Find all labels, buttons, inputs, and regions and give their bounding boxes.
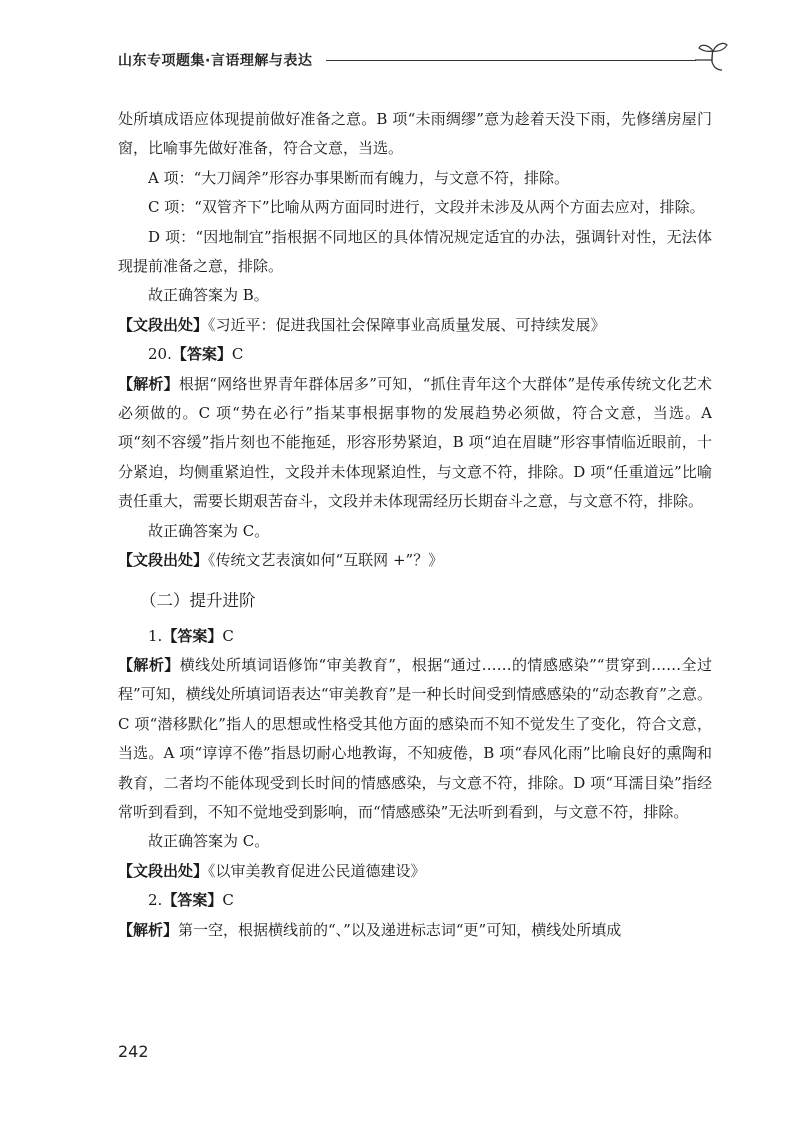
source-line <box>118 311 712 340</box>
question-number: 2. <box>148 891 163 910</box>
analysis-paragraph <box>118 651 712 827</box>
analysis-label: 【解析】 <box>118 655 180 674</box>
source-text: 《以审美教育促进公民道德建设》 <box>208 861 426 880</box>
answer-value: C <box>222 626 234 645</box>
answer-line <box>118 340 712 369</box>
answer-label: 【答案】 <box>171 345 232 364</box>
answer-line <box>118 622 712 651</box>
question-number: 20. <box>148 345 172 364</box>
sprout-icon <box>692 40 732 74</box>
paragraph: C 项：“双管齐下”比喻从两方面同时进行，文段并未涉及从两个方面去应对，排除。 <box>148 198 705 217</box>
paragraph: 处所填成语应体现提前做好准备之意。B 项“未雨绸缪”意为趁着天没下雨，先修缮房屋门窗，比喻事先做好准备，符合文意，当选。 <box>118 110 712 158</box>
source-label: 【文段出处】 <box>118 861 209 880</box>
source-label: 【文段出处】 <box>118 551 209 570</box>
conclusion: 故正确答案为 C。 <box>148 832 270 851</box>
analysis-text: 根据“网络世界青年群体居多”可知，“抓住青年这个大群体”是传承传统文化艺术必须做的。C 项“势在必行”指某事根据事物的发展趋势必须做，符合文意，当选。A 项“刻不容缓”指片刻也不能拖延，形容形势紧迫，B 项“迫在眉睫”形容事情临近眼前，十分紧迫，均侧重紧迫性，文段并未体现紧迫性，与文意不符，排除。D 项“任重道远”比喻责任重大，需要长期艰苦奋斗，文段并未体现需经历长期奋斗之意，与文意不符，排除。 <box>118 374 712 511</box>
paragraph: A 项：“大刀阔斧”形容办事果断而有魄力，与文意不符，排除。 <box>148 168 569 187</box>
answer-label: 【答案】 <box>162 626 223 645</box>
header-title: 山东专项题集·言语理解与表达 <box>118 53 313 69</box>
analysis-paragraph <box>118 916 712 945</box>
question-number: 1. <box>148 626 163 645</box>
source-line <box>118 857 712 886</box>
source-line <box>118 546 712 575</box>
answer-value: C <box>222 891 234 910</box>
analysis-paragraph <box>118 370 712 517</box>
source-label: 【文段出处】 <box>118 315 209 334</box>
analysis-label: 【解析】 <box>118 920 179 939</box>
section-title: （二）提升进阶 <box>140 590 256 610</box>
header-rule <box>326 60 696 61</box>
page-content <box>118 105 712 945</box>
answer-label: 【答案】 <box>162 891 223 910</box>
running-header <box>118 40 728 80</box>
page-number: 242 <box>118 1042 149 1061</box>
source-text: 《习近平：促进我国社会保障事业高质量发展、可持续发展》 <box>208 315 606 334</box>
answer-value: C <box>231 345 244 364</box>
paragraph: D 项：“因地制宜”指根据不同地区的具体情况规定适宜的办法，强调针对性，无法体现提前准备之意，排除。 <box>118 227 712 276</box>
source-text: 《传统文艺表演如何“互联网 +”？》 <box>208 551 444 570</box>
analysis-label: 【解析】 <box>118 374 179 393</box>
conclusion: 故正确答案为 C。 <box>148 521 270 540</box>
analysis-text: 横线处所填词语修饰“审美教育”，根据“通过……的情感感染”“贯穿到……全过程”可知，横线处所填词语表达“审美教育”是一种长时间受到情感感染的“动态教育”之意。C 项“潜移默化”指人的思想或性格受其他方面的感染而不知不觉发生了变化，符合文意，当选。A 项“谆谆不倦”指恳切耐心地教诲，不知疲倦，B 项“春风化雨”比喻良好的熏陶和教育，二者均不能体现受到长时间的情感感染，与文意不符，排除。D 项“耳濡目染”指经常听到看到，不知不觉地受到影响，而“情感感染”无法听到看到，与文意不符，排除。 <box>118 655 712 821</box>
conclusion: 故正确答案为 B。 <box>148 286 269 305</box>
answer-line <box>118 886 712 915</box>
analysis-text: 第一空，根据横线前的“、”以及递进标志词“更”可知，横线处所填成 <box>178 920 622 939</box>
